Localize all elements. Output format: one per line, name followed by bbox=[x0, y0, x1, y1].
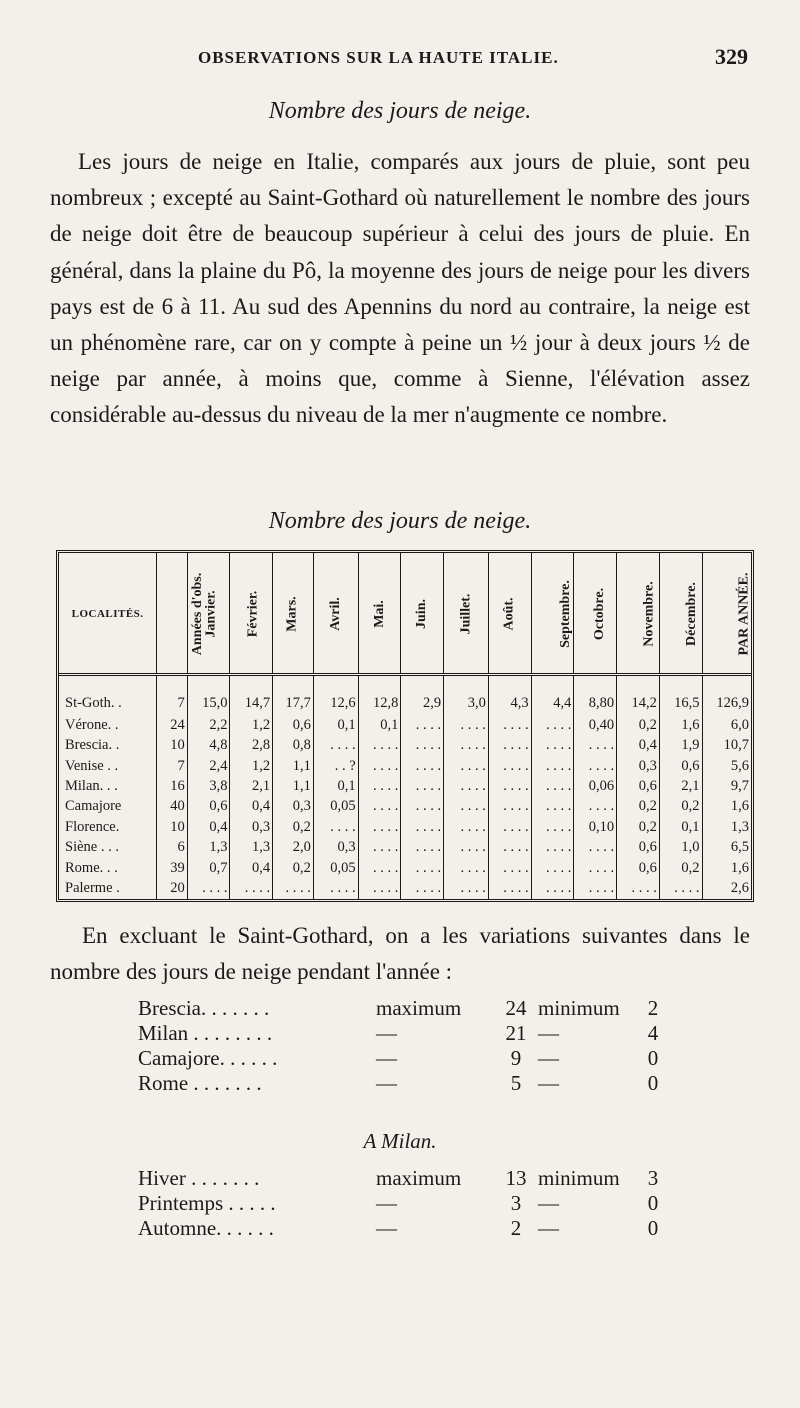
value-cell: 3,0 bbox=[444, 675, 489, 716]
value-cell: 16 bbox=[157, 777, 188, 797]
value-cell: 1,6 bbox=[702, 797, 751, 817]
max-label: — bbox=[376, 1071, 397, 1095]
max-label: — bbox=[376, 1216, 397, 1240]
variation-row bbox=[138, 996, 698, 1021]
value-cell: . . . . bbox=[358, 838, 401, 858]
value-cell: . . . . bbox=[488, 736, 531, 756]
value-cell: 39 bbox=[157, 858, 188, 878]
value-cell: 6 bbox=[157, 838, 188, 858]
value-cell: . . . . bbox=[574, 858, 617, 878]
value-cell: 2,0 bbox=[273, 838, 314, 858]
column-header bbox=[488, 553, 531, 675]
value-cell: 0,2 bbox=[273, 858, 314, 878]
locality-cell: Palerme . bbox=[65, 880, 120, 897]
value-cell: 0,1 bbox=[313, 777, 358, 797]
place-name: Rome . . . . . . . bbox=[138, 1071, 262, 1095]
value-cell: 1,3 bbox=[702, 817, 751, 837]
value-cell: . . . . bbox=[444, 817, 489, 837]
min-value: 0 bbox=[647, 1071, 659, 1095]
column-header bbox=[273, 553, 314, 675]
value-cell: 2,8 bbox=[230, 736, 273, 756]
value-cell: . . . . bbox=[444, 777, 489, 797]
variations-list bbox=[138, 996, 698, 1096]
paragraph-text: Les jours de neige en Italie, comparés aux jours de pluie, sont peu nombreux ; excepté au Saint-Gothard où naturellement le nombre des jours de neige doit être de beaucoup supérieur à celui des jours de pluie. En général, dans la plaine du Pô, la moyenne des jours de neige pour les divers pays est de 6 à 11. Au sud des Apennins du nord au contraire, la neige est un phénomène rare, car on y compte à peine un ½ jour à deux jours ½ de neige par année, à moins que, comme à Sienne, l'élévation assez considérable au-dessus du niveau de la mer n'augmente ce nombre. bbox=[50, 149, 750, 428]
value-cell: 0,4 bbox=[187, 817, 230, 837]
variation-row bbox=[138, 1191, 698, 1216]
value-cell: 0,3 bbox=[313, 838, 358, 858]
value-cell: 2,2 bbox=[187, 715, 230, 735]
value-cell: 16,5 bbox=[659, 675, 702, 716]
value-cell: . . . . bbox=[488, 838, 531, 858]
table-header-row bbox=[59, 553, 751, 675]
column-header bbox=[157, 553, 206, 675]
table-row bbox=[59, 736, 751, 756]
variation-row bbox=[138, 1216, 698, 1241]
value-cell: . . . . bbox=[444, 858, 489, 878]
running-title: OBSERVATIONS SUR LA HAUTE ITALIE. bbox=[198, 48, 559, 67]
header-label: Juillet. bbox=[457, 593, 473, 634]
table-body bbox=[59, 675, 751, 900]
header-localites bbox=[59, 553, 157, 675]
body-paragraph-2 bbox=[50, 918, 750, 990]
value-cell: 0,1 bbox=[313, 715, 358, 735]
value-cell: . . . . bbox=[401, 777, 444, 797]
variation-row bbox=[138, 1071, 698, 1096]
min-label: — bbox=[538, 1216, 559, 1240]
value-cell: . . . . bbox=[358, 777, 401, 797]
value-cell: . . . . bbox=[187, 879, 230, 899]
value-cell: 126,9 bbox=[702, 675, 751, 716]
value-cell: 24 bbox=[157, 715, 188, 735]
table-row bbox=[59, 817, 751, 837]
value-cell: 1,2 bbox=[230, 715, 273, 735]
value-cell: . . . . bbox=[574, 756, 617, 776]
value-cell: . . . . bbox=[531, 879, 574, 899]
value-cell: . . . . bbox=[401, 817, 444, 837]
header-label: PAR ANNÉE. bbox=[736, 572, 752, 655]
value-cell: . . . . bbox=[444, 838, 489, 858]
value-cell: 0,10 bbox=[574, 817, 617, 837]
header-label: Années d'obs. bbox=[190, 572, 206, 655]
page-header bbox=[50, 44, 750, 74]
value-cell: . . . . bbox=[230, 879, 273, 899]
locality-cell: Camajore bbox=[65, 798, 122, 815]
max-label: maximum bbox=[376, 996, 462, 1020]
table-row bbox=[59, 879, 751, 899]
column-header bbox=[617, 553, 660, 675]
value-cell: 4,8 bbox=[187, 736, 230, 756]
value-cell: 12,6 bbox=[313, 675, 358, 716]
value-cell: 0,2 bbox=[659, 797, 702, 817]
value-cell: 1,1 bbox=[273, 777, 314, 797]
max-label: — bbox=[376, 1046, 397, 1070]
value-cell: . . . . bbox=[531, 715, 574, 735]
value-cell: 0,4 bbox=[230, 797, 273, 817]
value-cell: 0,40 bbox=[574, 715, 617, 735]
value-cell: 1,6 bbox=[659, 715, 702, 735]
value-cell: . . . . bbox=[358, 858, 401, 878]
value-cell: 0,6 bbox=[659, 756, 702, 776]
header-label: Avril. bbox=[327, 596, 343, 631]
table-row bbox=[59, 797, 751, 817]
value-cell: 9,7 bbox=[702, 777, 751, 797]
max-value: 9 bbox=[510, 1046, 522, 1070]
locality-cell: Brescia. . bbox=[65, 737, 120, 754]
max-value: 24 bbox=[505, 996, 527, 1020]
value-cell: . . . . bbox=[273, 879, 314, 899]
section-title: Nombre des jours de neige. bbox=[268, 98, 532, 124]
place-name: Camajore. . . . . . bbox=[138, 1046, 278, 1070]
place-name: Automne. . . . . . bbox=[138, 1216, 274, 1240]
value-cell: 0,2 bbox=[617, 817, 660, 837]
value-cell: . . ? bbox=[313, 756, 358, 776]
paragraph2-text: En excluant le Saint-Gothard, on a les variations suivantes dans le nombre des jours de neige pendant l'année : bbox=[50, 923, 750, 984]
min-label: minimum bbox=[538, 996, 620, 1020]
table-row bbox=[59, 838, 751, 858]
column-header bbox=[659, 553, 702, 675]
value-cell: 1,6 bbox=[702, 858, 751, 878]
variation-row bbox=[138, 1166, 698, 1191]
value-cell: . . . . bbox=[488, 756, 531, 776]
value-cell: 0,6 bbox=[617, 838, 660, 858]
value-cell: 0,05 bbox=[313, 858, 358, 878]
value-cell: . . . . bbox=[531, 817, 574, 837]
value-cell: . . . . bbox=[401, 715, 444, 735]
value-cell: 5,6 bbox=[702, 756, 751, 776]
value-cell: . . . . bbox=[401, 736, 444, 756]
max-value: 2 bbox=[510, 1216, 522, 1240]
locality-cell: Vérone. . bbox=[65, 716, 119, 733]
value-cell: 20 bbox=[157, 879, 188, 899]
locality-cell: Florence. bbox=[65, 818, 120, 835]
value-cell: . . . . bbox=[358, 817, 401, 837]
min-value: 3 bbox=[647, 1166, 659, 1190]
min-value: 0 bbox=[647, 1216, 659, 1240]
value-cell: . . . . bbox=[444, 879, 489, 899]
value-cell: 0,2 bbox=[617, 797, 660, 817]
value-cell: 0,3 bbox=[273, 797, 314, 817]
value-cell: 0,6 bbox=[273, 715, 314, 735]
value-cell: . . . . bbox=[313, 817, 358, 837]
value-cell: . . . . bbox=[358, 879, 401, 899]
value-cell: 2,9 bbox=[401, 675, 444, 716]
max-label: — bbox=[376, 1191, 397, 1215]
value-cell: . . . . bbox=[358, 797, 401, 817]
value-cell: . . . . bbox=[401, 858, 444, 878]
value-cell: 0,6 bbox=[187, 797, 230, 817]
value-cell: . . . . bbox=[401, 756, 444, 776]
value-cell: 2,1 bbox=[230, 777, 273, 797]
value-cell: . . . . bbox=[401, 838, 444, 858]
value-cell: . . . . bbox=[444, 715, 489, 735]
max-value: 21 bbox=[505, 1021, 527, 1045]
header-label: Janvier. bbox=[203, 589, 219, 638]
value-cell: 2,6 bbox=[702, 879, 751, 899]
value-cell: 6,5 bbox=[702, 838, 751, 858]
value-cell: 2,1 bbox=[659, 777, 702, 797]
column-header bbox=[574, 553, 617, 675]
value-cell: 0,8 bbox=[273, 736, 314, 756]
value-cell: . . . . bbox=[488, 797, 531, 817]
value-cell: . . . . bbox=[617, 879, 660, 899]
value-cell: 0,05 bbox=[313, 797, 358, 817]
value-cell: . . . . bbox=[531, 756, 574, 776]
locality-cell: Siène . . . bbox=[65, 839, 119, 856]
value-cell: 4,4 bbox=[531, 675, 574, 716]
min-label: — bbox=[538, 1191, 559, 1215]
value-cell: . . . . bbox=[444, 756, 489, 776]
locality-cell: Milan. . . bbox=[65, 778, 118, 795]
value-cell: 1,3 bbox=[230, 838, 273, 858]
value-cell: . . . . bbox=[488, 879, 531, 899]
header-label: Octobre. bbox=[592, 587, 608, 640]
value-cell: . . . . bbox=[444, 797, 489, 817]
value-cell: 10 bbox=[157, 817, 188, 837]
value-cell: 0,2 bbox=[617, 715, 660, 735]
value-cell: 40 bbox=[157, 797, 188, 817]
value-cell: 0,4 bbox=[230, 858, 273, 878]
value-cell: 1,1 bbox=[273, 756, 314, 776]
snow-table bbox=[59, 553, 751, 899]
min-label: minimum bbox=[538, 1166, 620, 1190]
place-name: Brescia. . . . . . . bbox=[138, 996, 270, 1020]
value-cell: . . . . bbox=[574, 797, 617, 817]
column-header bbox=[401, 553, 444, 675]
value-cell: 1,2 bbox=[230, 756, 273, 776]
min-value: 4 bbox=[647, 1021, 659, 1045]
value-cell: . . . . bbox=[488, 715, 531, 735]
header-label: Août. bbox=[501, 596, 517, 631]
table-row bbox=[59, 777, 751, 797]
value-cell: . . . . bbox=[488, 777, 531, 797]
header-label: LOCALITÉS. bbox=[71, 607, 144, 620]
table-row bbox=[59, 756, 751, 776]
value-cell: 0,1 bbox=[358, 715, 401, 735]
place-name: Milan . . . . . . . . bbox=[138, 1021, 273, 1045]
value-cell: 3,8 bbox=[187, 777, 230, 797]
table-title: Nombre des jours de neige. bbox=[268, 508, 532, 534]
variation-row bbox=[138, 1021, 698, 1046]
snow-days-table bbox=[56, 550, 754, 902]
value-cell: 1,0 bbox=[659, 838, 702, 858]
value-cell: . . . . bbox=[531, 838, 574, 858]
value-cell: 10 bbox=[157, 736, 188, 756]
value-cell: 12,8 bbox=[358, 675, 401, 716]
place-name: Printemps . . . . . bbox=[138, 1191, 276, 1215]
value-cell: . . . . bbox=[488, 817, 531, 837]
value-cell: . . . . bbox=[358, 736, 401, 756]
value-cell: 0,3 bbox=[617, 756, 660, 776]
table-row bbox=[59, 675, 751, 716]
value-cell: 4,3 bbox=[488, 675, 531, 716]
locality-cell: St-Goth. . bbox=[65, 695, 122, 711]
value-cell: 1,9 bbox=[659, 736, 702, 756]
value-cell: . . . . bbox=[531, 777, 574, 797]
value-cell: 0,6 bbox=[617, 777, 660, 797]
column-header bbox=[358, 553, 401, 675]
column-header bbox=[230, 553, 273, 675]
table-row bbox=[59, 715, 751, 735]
value-cell: 0,06 bbox=[574, 777, 617, 797]
locality-cell: Venise . . bbox=[65, 757, 119, 774]
value-cell: . . . . bbox=[358, 756, 401, 776]
column-header bbox=[531, 553, 574, 675]
column-header bbox=[444, 553, 489, 675]
value-cell: 0,4 bbox=[617, 736, 660, 756]
header-label: Mai. bbox=[371, 599, 387, 628]
min-value: 2 bbox=[647, 996, 659, 1020]
value-cell: . . . . bbox=[313, 879, 358, 899]
value-cell: 17,7 bbox=[273, 675, 314, 716]
value-cell: . . . . bbox=[531, 858, 574, 878]
value-cell: 6,0 bbox=[702, 715, 751, 735]
max-value: 3 bbox=[510, 1191, 522, 1215]
header-label: Juin. bbox=[414, 598, 430, 629]
column-header bbox=[313, 553, 358, 675]
header-label: Mars. bbox=[285, 595, 301, 632]
value-cell: . . . . bbox=[574, 736, 617, 756]
value-cell: 10,7 bbox=[702, 736, 751, 756]
value-cell: . . . . bbox=[531, 736, 574, 756]
value-cell: 8,80 bbox=[574, 675, 617, 716]
variation-row bbox=[138, 1046, 698, 1071]
max-value: 13 bbox=[505, 1166, 527, 1190]
min-label: — bbox=[538, 1021, 559, 1045]
value-cell: . . . . bbox=[488, 858, 531, 878]
min-value: 0 bbox=[647, 1191, 659, 1215]
header-label: Décembre. bbox=[683, 581, 699, 646]
table-row bbox=[59, 858, 751, 878]
value-cell: 0,2 bbox=[273, 817, 314, 837]
value-cell: 7 bbox=[157, 756, 188, 776]
milan-variations-list bbox=[138, 1166, 698, 1241]
locality-cell: Rome. . . bbox=[65, 859, 118, 876]
value-cell: 0,6 bbox=[617, 858, 660, 878]
header-label: Novembre. bbox=[641, 580, 657, 647]
value-cell: . . . . bbox=[574, 879, 617, 899]
place-name: Hiver . . . . . . . bbox=[138, 1166, 260, 1190]
min-value: 0 bbox=[647, 1046, 659, 1070]
value-cell: . . . . bbox=[659, 879, 702, 899]
header-label: Février. bbox=[245, 590, 261, 637]
value-cell: 0,2 bbox=[659, 858, 702, 878]
value-cell: 14,2 bbox=[617, 675, 660, 716]
body-paragraph bbox=[50, 144, 750, 434]
value-cell: 0,1 bbox=[659, 817, 702, 837]
min-label: — bbox=[538, 1046, 559, 1070]
value-cell: . . . . bbox=[401, 879, 444, 899]
value-cell: . . . . bbox=[313, 736, 358, 756]
max-label: maximum bbox=[376, 1166, 462, 1190]
value-cell: . . . . bbox=[444, 736, 489, 756]
column-header bbox=[702, 553, 751, 675]
value-cell: . . . . bbox=[531, 797, 574, 817]
value-cell: 0,7 bbox=[187, 858, 230, 878]
value-cell: . . . . bbox=[401, 797, 444, 817]
value-cell: . . . . bbox=[574, 838, 617, 858]
value-cell: 1,3 bbox=[187, 838, 230, 858]
value-cell: 0,3 bbox=[230, 817, 273, 837]
max-label: — bbox=[376, 1021, 397, 1045]
header-label: Septembre. bbox=[557, 579, 573, 648]
value-cell: 14,7 bbox=[230, 675, 273, 716]
min-label: — bbox=[538, 1071, 559, 1095]
page-number: 329 bbox=[715, 44, 748, 69]
value-cell: 2,4 bbox=[187, 756, 230, 776]
milan-subheading: A Milan. bbox=[363, 1129, 437, 1153]
max-value: 5 bbox=[510, 1071, 522, 1095]
value-cell: 7 bbox=[157, 675, 188, 716]
value-cell: 15,0 bbox=[187, 675, 230, 716]
